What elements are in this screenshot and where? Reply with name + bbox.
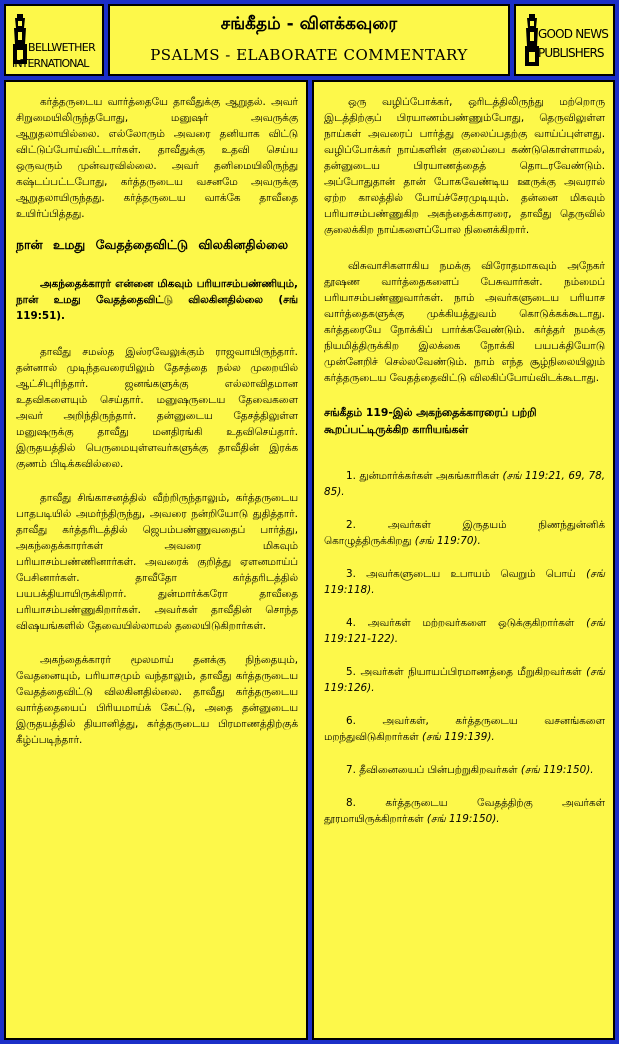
right-column-content (324, 94, 605, 844)
list-heading: சங்கீதம் 119-இல் அகந்தைக்காரரைப் பற்றி கூறப்பட்டிருக்கிற காரியங்கள் (324, 406, 537, 436)
list-item (324, 615, 605, 647)
paragraph: விசுவாசிகளாகிய நமக்கு விரோதமாகவும் அநேகர் தூஷண வார்த்தைகளைப் பேசுவார்கள். நம்மைப் பரியாசம்பண்ணுவார்கள். நாம் அவர்களுடைய பரியாச வார்த்தைகளுக்கு முக்கியத்துவம் கொடுக்கக்கூடாது. கர்த்தரையே நோக்கிப் பார்க்கவேண்டும். கர்த்தர் நமக்கு நியமித்திருக்கிற இலக்கை நோக்கி பயபக்தியோடு முன்னேறிச் செல்லவேண்டும். நாம் எந்த சூழ்நிலையிலும் கர்த்தருடைய வேதத்தைவிட்டு விலகிப்போய்விடக்கூடாது. (324, 260, 605, 384)
list-item (324, 795, 605, 827)
item-number: 2. (346, 519, 356, 531)
page-header (108, 4, 510, 76)
list-item (324, 517, 605, 549)
item-text: துன்மார்க்கர்கள் அகங்காரிகள் (359, 470, 499, 482)
logo-right-line2: PUBLISHERS (538, 46, 604, 60)
item-number: 6. (346, 715, 356, 727)
item-text: தீவினையைப் பின்பற்றுகிறவர்கள் (359, 764, 518, 776)
item-reference: (சங் 119:139). (422, 731, 495, 743)
item-number: 4. (346, 617, 356, 629)
logo-right-text (538, 26, 608, 62)
list-item (324, 566, 605, 598)
paragraph: தாவீது சிங்காசனத்தில் வீற்றிருந்தாலும், கர்த்தருடைய பாதபடியில் அமர்ந்திருந்து, அவரை நன்றியோடு துதித்தார். தாவீது கர்த்தரிடத்தில் ஜெபம்பண்ணுவதைப் பார்த்து, அகந்தைக்காரர்கள் அவரை மிகவும் பரியாசம்பண்ணினார்கள். அவரைக் குறித்து ஏளனமாய்ப் பேசினார்கள். தாவீதோ கர்த்தரிடத்தில் பயபக்தியாயிருக்கிறார். துன்மார்க்கரோ தாவீதை பரியாசம்பண்ணுகிறார்கள். அவர்கள் தாவீதின் சொந்த விஷயங்களில் தேவையில்லாமல் தலையிடுகிறார்கள். (16, 492, 298, 632)
left-column-content (16, 94, 298, 762)
logo-left-line1: BELLWETHER (28, 41, 96, 54)
logo-left-text (12, 41, 96, 70)
item-reference: (சங் 119:150). (520, 764, 594, 776)
item-reference: (சங் 119:70). (414, 535, 481, 547)
item-text: அவர்கள் மற்றவர்களை ஒடுக்குகிறார்கள் (367, 617, 575, 629)
item-number: 7. (346, 764, 356, 776)
item-text: அவர்களுடைய உபாயம் வெறும் பொய் (366, 568, 576, 580)
list-item (324, 468, 605, 500)
left-column (4, 80, 308, 1040)
list-item (324, 713, 605, 745)
points-list (324, 468, 605, 827)
item-text: அவர்கள் நியாயப்பிரமாணத்தை மீறுகிறவர்கள் (360, 666, 582, 678)
item-reference: (சங் 119:150). (426, 813, 500, 825)
scripture-quote: அகந்தைக்காரர் என்னை மிகவும் பரியாசம்பண்ணியும், நான் உமது வேதத்தைவிட்டு விலகினதில்லை (சங் 119:51). (16, 278, 298, 322)
list-item (324, 664, 605, 696)
item-text: அவர்கள் இருதயம் நிணந்துன்னிக் கொழுத்திருக்கிறது (324, 519, 605, 547)
logo-right-line1: GOOD NEWS (538, 27, 609, 41)
item-number: 3. (346, 568, 356, 580)
title-tamil: சங்கீதம் - விளக்கவுரை (220, 14, 398, 34)
section-heading: நான் உமது வேதத்தைவிட்டு விலகினதில்லை (16, 237, 289, 252)
paragraph: ஒரு வழிப்போக்கர், ஒரிடத்திலிருந்து மற்றொரு இடத்திற்குப் பிரயாணம்பண்ணும்போது, தெருவிலுள்ள நாய்கள் அவரைப் பார்த்து குலைப்பதற்கு வாய்ப்புள்ளது. வழிப்போக்கர் நாய்களின் குலைப்பை கண்டுகொள்ளாமல், தன்னுடைய பிரயாணத்தைத் தொடரவேண்டும். அப்போதுதான் தான் போகவேண்டிய ஊருக்கு அவரால் ஏற்ற காலத்தில் போய்ச்சேரமுடியும். தன்னை மிகவும் பரியாசம்பண்ணுகிற அகந்தைக்காரரை, தாவீது தெருவில் குலைக்கிற நாய்களைப்போல நினைக்கிறார். (324, 96, 605, 236)
item-reference: (சங் 119:121-122). (324, 617, 605, 645)
paragraph: தாவீது சமஸ்த இஸ்ரவேலுக்கும் ராஜவாயிருந்தார். தன்னால் முடிந்தவரையிலும் தேசத்தை நல்ல முறையில் ஆட்சிபுரிந்தார். ஜனங்களுக்கு எல்லாவிதமான உதவிகளையும் செய்தார். மனுஷருடைய தேவைகளை அவர் அறிந்திருந்தார். தன்னுடைய தேசத்திலுள்ள மனுஷருக்கு தாவீது மனதிரங்கி உதவிசெய்தார். இருதயத்தில் பெருமையுள்ளவர்களுக்கு தாவீதின் இரக்க குணம் பிடிக்கவில்லை. (16, 346, 298, 470)
title-english: PSALMS - ELABORATE COMMENTARY (150, 46, 468, 64)
item-number: 8. (346, 797, 356, 809)
item-reference: (சங் 119:21, 69, 78, 85). (324, 470, 605, 498)
item-text: அவர்கள், கர்த்தருடைய வசனங்களை மறந்துவிடுகிறார்கள் (324, 715, 605, 743)
item-text: கர்த்தருடைய வேதத்திற்கு அவர்கள் தூரமாயிருக்கிறார்கள் (324, 797, 605, 825)
paragraph: அகந்தைக்காரர் மூலமாய் தனக்கு நிந்தையும், வேதனையும், பரியாசமும் வந்தாலும், தாவீது கர்த்தருடைய வேதத்தைவிட்டு விலகினதில்லை. தாவீது கர்த்தருடைய வார்த்தையைப் பிரியமாய்க் கேட்டு, அதை தன்னுடைய இருதயத்தில் தியானித்து, கர்த்தருடைய பிரமாணத்திற்குக் கீழ்ப்படிந்தார். (16, 654, 298, 746)
paragraph: கர்த்தருடைய வார்த்தையே தாவீதுக்கு ஆறுதல். அவர் சிறுமையிலிருந்தபோது, மனுஷர் அவருக்கு ஆறுதலாயில்லை. எல்லோரும் அவரை தனியாக விட்டு விட்டுப்போய்விட்டார்கள். தாவீதுக்கு உதவி செய்ய ஒருவரும் முன்வரவில்லை. அவர் தனிமையிலிருந்து கஷ்டப்பட்டபோது, கர்த்தருடைய வசனமே அவருக்கு ஆறுதலாயிருந்தது. கர்த்தருடைய வாக்கே தாவீதை உயிர்ப்பித்தது. (16, 96, 298, 220)
bellwether-logo (4, 4, 104, 76)
item-number: 1. (346, 470, 356, 482)
logo-left-line2: INTERNATIONAL (12, 57, 89, 70)
right-column (312, 80, 615, 1040)
item-number: 5. (346, 666, 356, 678)
list-item (324, 762, 605, 778)
item-reference: (சங் 119:118). (324, 568, 605, 596)
item-reference: (சங் 119:126). (324, 666, 606, 694)
good-news-logo (514, 4, 615, 76)
